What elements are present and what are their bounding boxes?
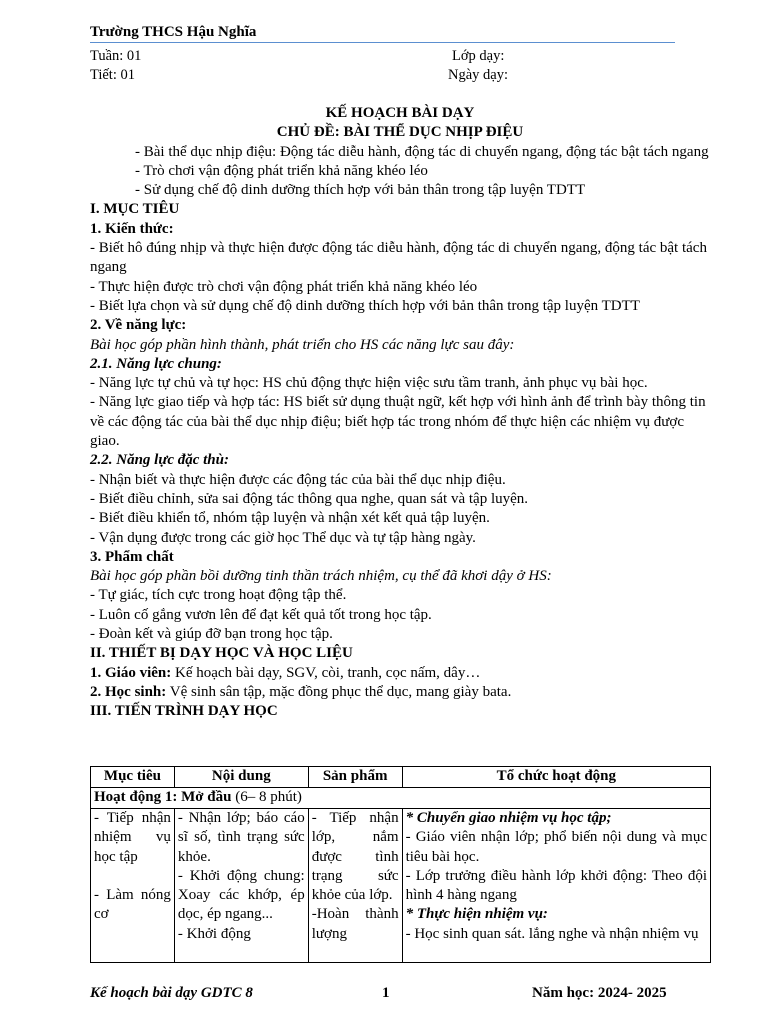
objective-cell bbox=[91, 809, 175, 963]
topic-item: - Trò chơi vận động phát triển khả năng khéo léo bbox=[135, 162, 428, 179]
school-name: Trường THCS Hậu Nghĩa bbox=[90, 24, 257, 40]
header-product: Sản phẩm bbox=[308, 767, 402, 788]
class-label: Lớp dạy: bbox=[452, 48, 505, 64]
specific-ability-item: - Biết điều khiển tổ, nhóm tập luyện và nhận xét kết quả tập luyện. bbox=[90, 510, 490, 527]
subheading-specific-ability: 2.2. Năng lực đặc thù: bbox=[90, 452, 229, 469]
specific-ability-item: - Biết điều chỉnh, sửa sai động tác thông qua nghe, quan sát và tập luyện. bbox=[90, 490, 529, 507]
knowledge-item: - Biết hô đúng nhịp và thực hiện được động tác diễu hành, động tác di chuyển ngang, động tác bật tách ngang bbox=[90, 240, 707, 276]
subheading-ability: 2. Về năng lực: bbox=[90, 317, 187, 334]
header-organization: Tổ chức hoạt động bbox=[402, 767, 710, 788]
specific-ability-item: - Vận dụng được trong các giờ học Thể dục và tự tập hàng ngày. bbox=[90, 529, 476, 546]
general-ability-item: - Năng lực giao tiếp và hợp tác: HS biết sử dụng thuật ngữ, kết hợp với hình ảnh để trình bày thông tin về các động tác của bài thể dục nhịp điệu; biết hợp tác trong nhóm để thực hiện các nhiệm vụ được giao. bbox=[90, 394, 706, 450]
lesson-body bbox=[90, 104, 710, 722]
content-cell bbox=[174, 809, 308, 963]
header-content: Nội dung bbox=[174, 767, 308, 788]
objective-item: - Làm nóng cơ bbox=[94, 886, 171, 923]
lesson-plan-table bbox=[90, 766, 711, 963]
ability-intro: Bài học góp phần hình thành, phát triển cho HS các năng lực sau đây: bbox=[90, 336, 515, 353]
organization-item: - Lớp trưởng điều hành lớp khởi động: Theo đội hình 4 hàng ngang bbox=[405, 867, 707, 904]
student-equipment bbox=[90, 683, 710, 702]
footer-plan-label: Kế hoạch bài dạy GDTC 8 bbox=[90, 985, 253, 1001]
quality-item: - Luôn cố gắng vươn lên để đạt kết quả tốt trong học tập. bbox=[90, 606, 432, 623]
section-heading-process: III. TIẾN TRÌNH DẠY HỌC bbox=[90, 703, 278, 720]
week-label: Tuần: 01 bbox=[90, 48, 142, 64]
teacher-equipment bbox=[90, 664, 710, 683]
specific-ability-item: - Nhận biết và thực hiện được các động tác của bài thể dục nhịp điệu. bbox=[90, 471, 506, 488]
task-assign-heading: * Chuyển giao nhiệm vụ học tập; bbox=[405, 810, 612, 826]
activity-title-cell bbox=[91, 788, 711, 809]
product-item: -Hoàn thành lượng bbox=[311, 906, 399, 942]
table-header-row bbox=[91, 767, 711, 788]
table-row bbox=[91, 809, 711, 963]
date-label: Ngày dạy: bbox=[448, 67, 508, 83]
activity-label: Hoạt động 1: Mở đầu bbox=[94, 789, 232, 805]
topic-title: CHỦ ĐỀ: BÀI THỂ DỤC NHỊP ĐIỆU bbox=[276, 124, 524, 141]
student-label: 2. Học sinh: bbox=[90, 683, 167, 700]
student-text: Vệ sinh sân tập, mặc đồng phục thể dục, mang giày bata. bbox=[166, 683, 512, 700]
header-objective: Mục tiêu bbox=[91, 767, 175, 788]
content-item: - Nhận lớp; báo cáo sĩ số, tình trạng sức khỏe. bbox=[177, 810, 305, 865]
organization-cell bbox=[402, 809, 710, 963]
knowledge-item: - Thực hiện được trò chơi vận động phát triển khả năng khéo léo bbox=[90, 278, 478, 295]
objective-item: - Tiếp nhận nhiệm vụ học tập bbox=[94, 810, 171, 865]
organization-item: - Học sinh quan sát. lắng nghe và nhận nhiệm vụ bbox=[405, 925, 699, 942]
task-perform-heading: * Thực hiện nhiệm vụ: bbox=[405, 906, 548, 923]
section-heading-objectives: I. MỤC TIÊU bbox=[90, 201, 180, 218]
topic-item: - Sử dụng chế độ dinh dưỡng thích hợp với bản thân trong tập luyện TDTT bbox=[135, 182, 586, 199]
product-item: - Tiếp nhận lớp, nắm được tình trạng sức khỏe của lớp. bbox=[311, 810, 399, 904]
page-number: 1 bbox=[382, 985, 390, 1001]
knowledge-item: - Biết lựa chọn và sử dụng chế độ dinh dưỡng thích hợp với bản thân trong tập luyện TDTT bbox=[90, 297, 640, 314]
section-heading-equipment: II. THIẾT BỊ DẠY HỌC VÀ HỌC LIỆU bbox=[90, 645, 353, 662]
quality-intro: Bài học góp phần bồi dưỡng tinh thần trách nhiệm, cụ thể đã khơi dậy ở HS: bbox=[90, 568, 552, 585]
subheading-knowledge: 1. Kiến thức: bbox=[90, 220, 174, 237]
quality-item: - Tự giác, tích cực trong hoạt động tập thể. bbox=[90, 587, 347, 604]
period-label: Tiết: 01 bbox=[90, 67, 135, 83]
organization-item: - Giáo viên nhận lớp; phổ biến nội dung và mục tiêu bài học. bbox=[405, 829, 707, 865]
quality-item: - Đoàn kết và giúp đỡ bạn trong học tập. bbox=[90, 626, 333, 643]
header-rule bbox=[90, 42, 675, 43]
content-item: - Khởi động chung: Xoay các khớp, ép dọc, ép ngang... bbox=[177, 867, 305, 923]
teacher-text: Kế hoạch bài dạy, SGV, còi, tranh, cọc nấm, dây… bbox=[171, 664, 481, 681]
subheading-quality: 3. Phẩm chất bbox=[90, 548, 174, 565]
subheading-general-ability: 2.1. Năng lực chung: bbox=[90, 355, 222, 372]
content-item: - Khởi động bbox=[177, 925, 251, 942]
doc-title: KẾ HOẠCH BÀI DẠY bbox=[325, 105, 475, 121]
general-ability-item: - Năng lực tự chủ và tự học: HS chủ động thực hiện việc sưu tầm tranh, ảnh phục vụ bài học. bbox=[90, 375, 648, 392]
footer-school-year: Năm học: 2024- 2025 bbox=[532, 985, 667, 1001]
activity-time: (6– 8 phút) bbox=[231, 789, 302, 805]
topic-item: - Bài thể dục nhịp điệu: Động tác diễu hành, động tác di chuyển ngang, động tác bật tách ngang bbox=[135, 143, 709, 160]
product-cell bbox=[308, 809, 402, 963]
activity-row bbox=[91, 788, 711, 809]
teacher-label: 1. Giáo viên: bbox=[90, 664, 172, 681]
